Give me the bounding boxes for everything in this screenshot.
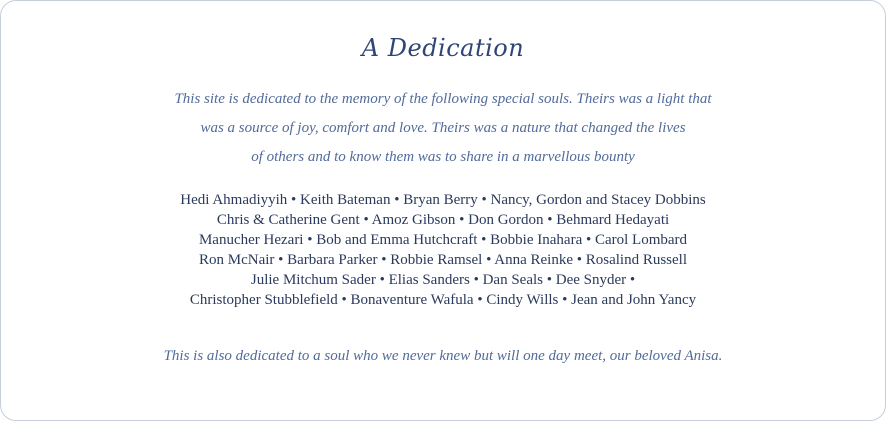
footer-dedication: This is also dedicated to a soul who we never knew but will one day meet, our beloved Anisa.: [163, 348, 723, 364]
intro-line: of others and to know them was to share in a marvellous bounty: [251, 149, 635, 165]
page-title: A Dedication: [361, 34, 525, 62]
names-line: Julie Mitchum Sader • Elias Sanders • Dan Seals • Dee Snyder •: [250, 272, 636, 288]
names-line: Christopher Stubblefield • Bonaventure Wafula • Cindy Wills • Jean and John Yancy: [189, 292, 697, 308]
names-line: Chris & Catherine Gent • Amoz Gibson • Don Gordon • Behmard Hedayati: [216, 212, 670, 228]
intro-line: was a source of joy, comfort and love. Theirs was a nature that changed the lives: [200, 120, 686, 136]
names-line: Ron McNair • Barbara Parker • Robbie Ramsel • Anna Reinke • Rosalind Russell: [198, 252, 687, 268]
intro-paragraph: [1, 85, 885, 172]
names-list: [1, 190, 885, 310]
names-line: Hedi Ahmadiyyih • Keith Bateman • Bryan Berry • Nancy, Gordon and Stacey Dobbins: [180, 192, 706, 208]
names-line: Manucher Hezari • Bob and Emma Hutchcraft • Bobbie Inahara • Carol Lombard: [198, 232, 688, 248]
intro-line: This site is dedicated to the memory of the following special souls. Theirs was a light that: [174, 91, 712, 107]
